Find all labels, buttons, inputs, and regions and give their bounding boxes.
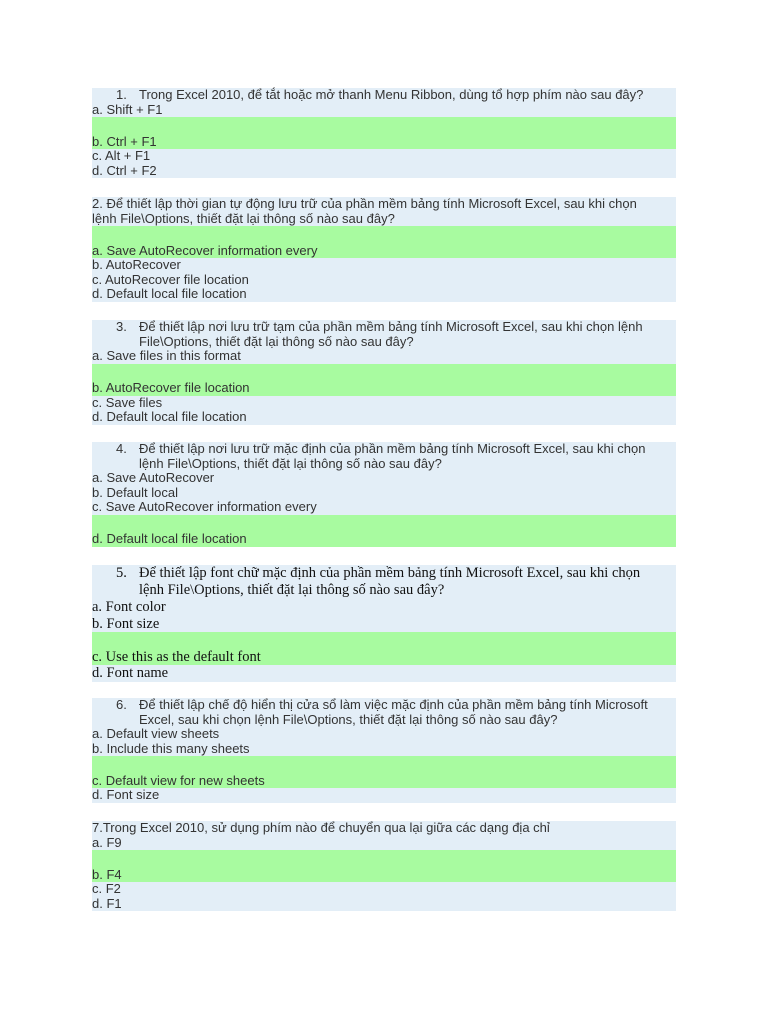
question-number: 6. <box>116 697 127 712</box>
question-6 <box>92 698 676 803</box>
option-d-correct: d. Default local file location <box>92 515 676 547</box>
question-number: 5. <box>116 565 127 581</box>
question-5 <box>92 565 676 682</box>
option-a-correct: a. Save AutoRecover information every <box>92 226 676 258</box>
option-a: a. Save AutoRecover <box>92 470 215 485</box>
option-b-correct: b. AutoRecover file location <box>92 364 676 396</box>
option-c: c. Alt + F1 <box>92 148 151 163</box>
question-number: 1. <box>116 87 127 102</box>
question-text: 3. Để thiết lập nơi lưu trữ tạm của phần mềm bảng tính Microsoft Excel, sau khi chọn lệnh File\Options, thiết đặt lại thông số nào sau đây? <box>116 319 643 349</box>
option-d: d. Default local file location <box>92 409 247 424</box>
option-d: d. Default local file location <box>92 286 247 301</box>
option-b-correct: b. F4 <box>92 850 676 882</box>
question-4 <box>92 442 676 547</box>
option-a: a. Save files in this format <box>92 348 241 363</box>
option-a: a. Default view sheets <box>92 726 220 741</box>
option-c: c. AutoRecover file location <box>92 271 249 287</box>
question-1 <box>92 88 676 178</box>
question-7 <box>92 821 676 911</box>
question-number: 4. <box>116 441 127 456</box>
option-b: b. AutoRecover <box>92 257 181 272</box>
option-b: b. Font size <box>92 615 160 632</box>
option-b: b. Default local <box>92 484 178 500</box>
option-c-correct: c. Default view for new sheets <box>92 756 676 788</box>
option-c: c. F2 <box>92 881 121 896</box>
option-c: c. Save files <box>92 394 163 410</box>
question-text: 4. Để thiết lập nơi lưu trữ mặc định của phần mềm bảng tính Microsoft Excel, sau khi chọn lệnh File\Options, thiết đặt lại thông số nào sau đây? <box>116 441 646 471</box>
question-3 <box>92 320 676 425</box>
option-b: b. Include this many sheets <box>92 740 250 756</box>
option-a: a. F9 <box>92 834 122 850</box>
option-a: a. Font color <box>92 599 166 615</box>
question-2 <box>92 197 676 302</box>
question-number: 3. <box>116 319 127 334</box>
option-d: d. Font name <box>92 665 169 681</box>
option-d: d. F1 <box>92 895 122 911</box>
option-b-correct: b. Ctrl + F1 <box>92 117 676 149</box>
question-text: 6. Để thiết lập chế độ hiển thị cửa sổ làm việc mặc định của phần mềm bảng tính Microsoft Excel, sau khi chọn lệnh File\Options, thiết đặt lại thông số nào sau đây? <box>116 697 648 727</box>
option-d: d. Ctrl + F2 <box>92 162 157 178</box>
question-text: 5. Để thiết lập font chữ mặc định của phần mềm bảng tính Microsoft Excel, sau khi chọn lệnh File\Options, thiết đặt lại thông số nào sau đây? <box>116 565 641 598</box>
question-text: 7.Trong Excel 2010, sử dụng phím nào để chuyển qua lại giữa các dạng địa chỉ <box>92 820 550 835</box>
question-text: 1. Trong Excel 2010, để tắt hoặc mở thanh Menu Ribbon, dùng tổ hợp phím nào sau đây? <box>116 87 644 102</box>
option-c-correct: c. Use this as the default font <box>92 632 676 665</box>
option-d: d. Font size <box>92 787 160 802</box>
option-c: c. Save AutoRecover information every <box>92 499 317 514</box>
option-a: a. Shift + F1 <box>92 101 163 117</box>
question-text: 2. Để thiết lập thời gian tự động lưu trữ của phần mềm bảng tính Microsoft Excel, sau khi chọn lệnh File\Options, thiết đặt lại thông số nào sau đây? <box>92 196 637 226</box>
